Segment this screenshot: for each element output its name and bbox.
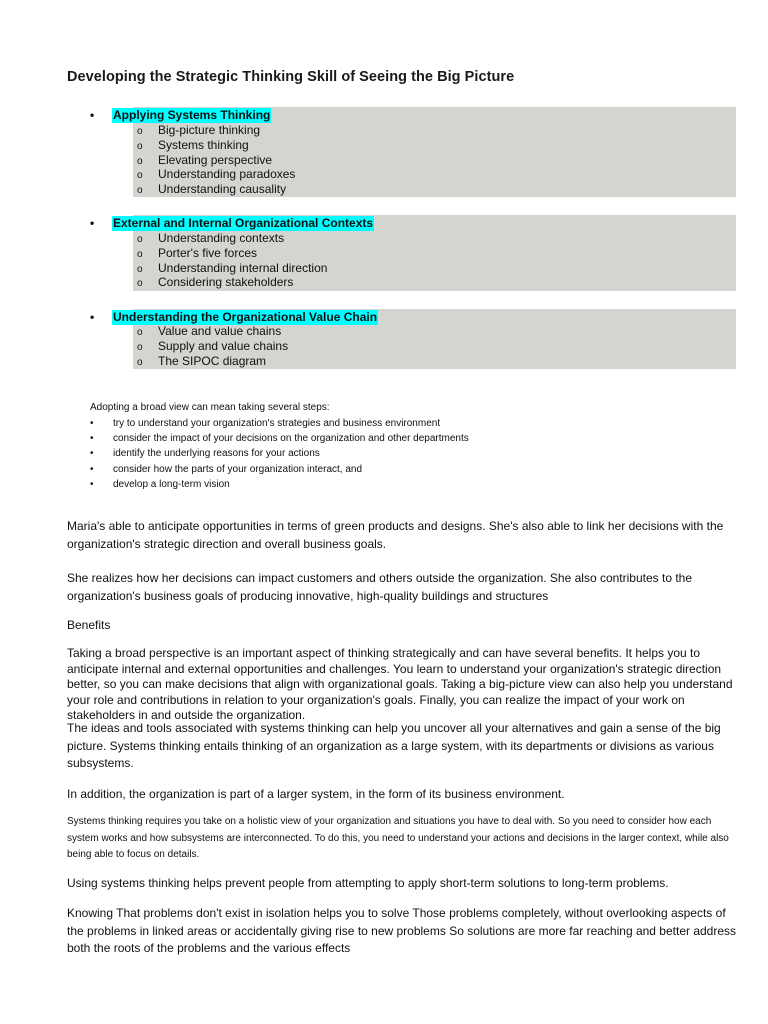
paragraph-short-term: Using systems thinking helps prevent people from attempting to apply short-term solutions to long-term problems. (67, 876, 669, 890)
section-2-heading: External and Internal Organizational Contexts (113, 216, 374, 230)
sub-bullet-icon: o (137, 264, 143, 275)
sub-bullet-icon: o (137, 156, 143, 167)
sub-bullet-icon: o (137, 327, 143, 338)
sub-bullet-icon: o (137, 141, 143, 152)
sub-bullet-icon: o (137, 357, 143, 368)
paragraph-maria: Maria's able to anticipate opportunities in terms of green products and designs. She's also able to link her decisions with the organization's strategic direction and overall business goals. (67, 519, 724, 551)
sub-bullet-icon: o (137, 170, 143, 181)
sub-bullet-icon: o (137, 342, 143, 353)
section-3-heading: Understanding the Organizational Value Chain (113, 310, 378, 324)
bullet-icon: • (90, 433, 94, 444)
sub-bullet-icon: o (137, 185, 143, 196)
paragraph-systems-tools: The ideas and tools associated with systems thinking can help you uncover all your alternatives and gain a sense of the big picture. Systems thinking entails thinking of an organization as a large system, with its departments or divisions as various subsystems. (67, 721, 721, 770)
sub-bullet-icon: o (137, 126, 143, 137)
bullet-icon: • (90, 418, 94, 429)
bullet-icon: • (90, 108, 95, 122)
paragraph-larger-system: In addition, the organization is part of a larger system, in the form of its business environment. (67, 787, 565, 801)
bullet-icon: • (90, 216, 95, 230)
bullet-icon: • (90, 448, 94, 459)
bullet-icon: • (90, 310, 95, 324)
paragraph-isolation: Knowing That problems don't exist in isolation helps you to solve Those problems completely, without overlooking aspects of the problems in linked areas or accidentally giving rise to new problems So solutions are more far reaching and better address both the roots of the problems and the various effects (67, 906, 737, 955)
section-1-heading: Applying Systems Thinking (113, 108, 271, 122)
sub-bullet-icon: o (137, 234, 143, 245)
document-title: Developing the Strategic Thinking Skill of Seeing the Big Picture (67, 69, 515, 85)
benefits-heading: Benefits (67, 618, 111, 632)
sub-bullet-icon: o (137, 278, 143, 289)
paragraph-customers: She realizes how her decisions can impact customers and others outside the organization. She also contributes to the organization's business goals of producing innovative, high-quality buildings and structures (67, 571, 693, 603)
paragraph-holistic: Systems thinking requires you take on a holistic view of your organization and situations you have to deal with. So you need to consider how each system works and how subsystems are interconnected. To do this, you need to understand your actions and decisions in the larger context, while also being able to focus on details. (67, 816, 729, 860)
steps-intro: Adopting a broad view can mean taking several steps: (90, 402, 330, 413)
bullet-icon: • (90, 479, 94, 490)
paragraph-benefits: Taking a broad perspective is an important aspect of thinking strategically and can have several benefits. It helps you to anticipate internal and external opportunities and challenges. You learn to understand your organization's strategic direction better, so you can make decisions that align with organizational goals. Taking a big-picture view can also help you understand your role and contributions in relation to your organization's goals. Finally, you can realize the impact of your work on stakeholders in and outside the organization. (67, 646, 733, 722)
sub-bullet-icon: o (137, 249, 143, 260)
bullet-icon: • (90, 464, 94, 475)
